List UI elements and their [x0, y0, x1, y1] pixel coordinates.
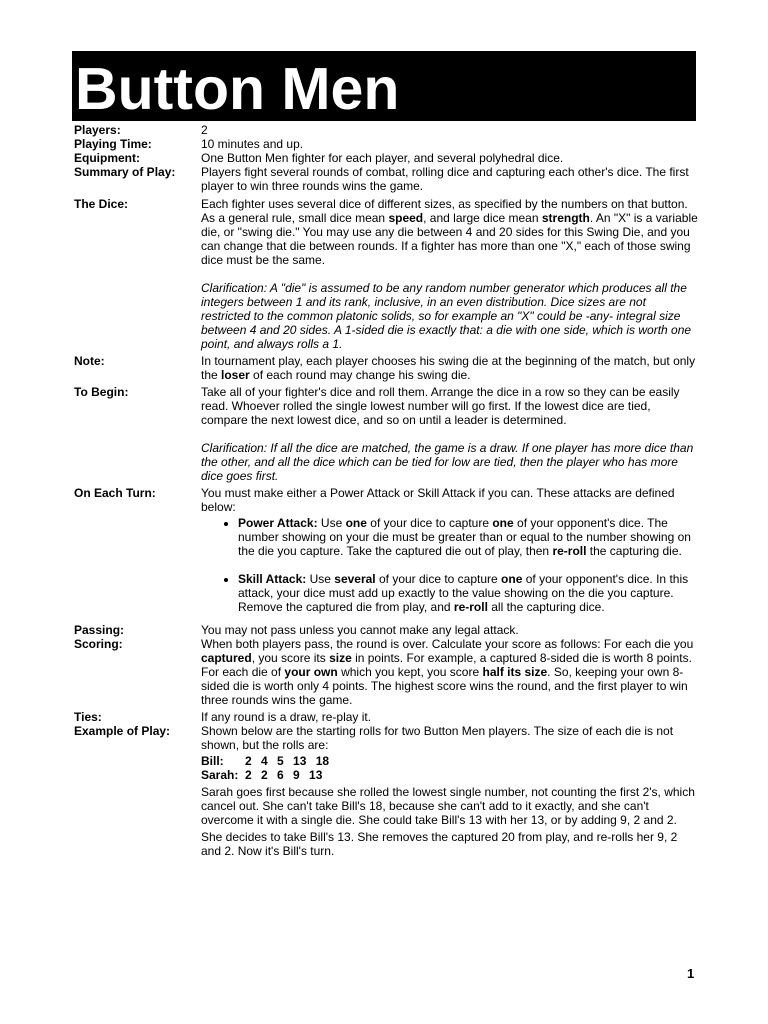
row-ties: [74, 710, 698, 724]
row-summary: [74, 165, 698, 193]
playing-time-value: 10 minutes and up.: [201, 137, 304, 151]
example-intro: Shown below are the starting rolls for two Button Men players. The size of each die is not shown, but the rolls are:: [201, 724, 674, 752]
passing-value: You may not pass unless you cannot make any legal attack.: [201, 623, 519, 637]
attack-list: [201, 516, 698, 614]
scoring-text-e: . So, keeping your own 8-sided die is worth only 4 points. The highest score wins the round, and the first player to win three rounds wins the game.: [201, 665, 688, 707]
bill-name: Bill:: [201, 754, 224, 768]
skill-text-d: all the capturing dice.: [487, 600, 605, 614]
dice-strength: strength: [541, 211, 590, 225]
dice-clarification-text: Clarification: A "die" is assumed to be any random number generator which produces all the integers between 1 and its rank, inclusive, in an even distribution. Dice sizes are not restricted to the common platonic solids, so for example an "X" could be -any- integral size between 4 and 20 sides. A 1-sided die is exactly that: a die with one side, which is worth one point, and always rolls a 1.: [201, 281, 692, 351]
row-example: [74, 724, 698, 858]
dice-text-c: . An "X" is a variable die, or "swing die." You may use any die between 4 and 20 sides for this Swing Die, and you can change that die between rounds. If a fighter has more than one "X," each of those swing dice must be the same.: [201, 211, 698, 267]
scoring-value: [201, 637, 698, 707]
scoring-captured: captured: [201, 651, 252, 665]
sarah-rolls-row: [201, 768, 698, 782]
power-text-c: of your opponent's dice. The number showing on your die must be greater than or equal to the number showing on the die you capture. Take the captured die out of play, then: [238, 516, 691, 558]
skill-attack-title: Skill Attack:: [238, 572, 307, 586]
scoring-label: Scoring:: [74, 637, 123, 651]
note-loser: loser: [221, 368, 250, 382]
power-text-d: the capturing die.: [586, 544, 682, 558]
power-text-b: of your dice to capture: [366, 516, 493, 530]
title-bar: [72, 51, 696, 121]
bill-rolls-row: [201, 754, 698, 768]
row-scoring: [74, 637, 698, 707]
to-begin-value: [201, 385, 698, 483]
skill-text-b: of your dice to capture: [375, 572, 502, 586]
power-text-a: Use: [317, 516, 346, 530]
to-begin-clarification-text: Clarification: If all the dice are matched, the game is a draw. If one player has more dice than the other, and all the dice which can be tied for low are tied, then the player who has more dice goes first.: [201, 441, 694, 483]
row-equipment: [74, 151, 698, 165]
to-begin-clarification: [201, 441, 698, 483]
scoring-text-a: When both players pass, the round is over. Calculate your score as follows: For each die you: [201, 637, 694, 651]
passing-label: Passing:: [74, 623, 125, 637]
summary-label: Summary of Play:: [74, 165, 176, 179]
note-text-b: of each round may change his swing die.: [249, 368, 471, 382]
skill-one: one: [501, 572, 523, 586]
scoring-text-d: which you kept, you score: [337, 665, 483, 679]
skill-reroll: re-roll: [453, 600, 488, 614]
playing-time-label: Playing Time:: [74, 137, 152, 151]
scoring-size: size: [329, 651, 352, 665]
scoring-text-b: , you score its: [251, 651, 330, 665]
ties-label: Ties:: [74, 710, 102, 724]
power-one-b: one: [492, 516, 514, 530]
equipment-label: Equipment:: [74, 151, 140, 165]
sarah-name: Sarah:: [201, 768, 239, 782]
row-passing: [74, 623, 698, 637]
power-attack-title: Power Attack:: [238, 516, 318, 530]
scoring-text-c: in points. For example, a captured 8-sided die is worth 8 points. For each die of: [201, 651, 692, 679]
note-label: Note:: [74, 354, 105, 368]
each-turn-intro: You must make either a Power Attack or Skill Attack if you can. These attacks are defined below:: [201, 486, 675, 514]
dice-paragraph: [201, 197, 698, 267]
players-label: Players:: [74, 123, 121, 137]
dice-text-a: Each fighter uses several dice of different sizes, as specified by the numbers on that button. As a general rule, small dice mean: [201, 197, 688, 225]
to-begin-label: To Begin:: [74, 385, 129, 399]
example-label: Example of Play:: [74, 724, 171, 738]
summary-value: Players fight several rounds of combat, rolling dice and capturing each other's dice. The first player to win three rounds wins the game.: [201, 165, 689, 193]
page-number: 1: [687, 966, 695, 981]
page-title: Button Men: [75, 56, 400, 122]
dice-value: [201, 197, 698, 351]
skill-text-a: Use: [306, 572, 335, 586]
power-reroll: re-roll: [552, 544, 587, 558]
scoring-your-own: your own: [284, 665, 338, 679]
row-playing-time: [74, 137, 698, 151]
equipment-value: One Button Men fighter for each player, and several polyhedral dice.: [201, 151, 564, 165]
row-dice: [74, 197, 698, 351]
each-turn-label: On Each Turn:: [74, 486, 156, 500]
row-players: [74, 123, 698, 137]
power-one-a: one: [345, 516, 367, 530]
dice-speed: speed: [388, 211, 424, 225]
ties-value: If any round is a draw, re-play it.: [201, 710, 372, 724]
dice-clarification: [201, 281, 698, 351]
row-note: [74, 354, 698, 382]
rules-content: [74, 123, 698, 858]
example-value: [201, 724, 698, 858]
example-paragraph-1: Sarah goes first because she rolled the lowest single number, not counting the first 2's, which cancel out. She can't take Bill's 18, because she can't add to it exactly, and she can't overcome it with a single die. She could take Bill's 13 with her 13, or by adding 9, 2 and 2.: [201, 785, 695, 827]
bill-rolls: 2 4 5 13 18: [245, 754, 330, 768]
power-attack-item: [238, 516, 698, 558]
note-text-a: In tournament play, each player chooses his swing die at the beginning of the match, but only the: [201, 354, 696, 382]
each-turn-value: [201, 486, 698, 614]
example-paragraph-2: She decides to take Bill's 13. She removes the captured 20 from play, and re-rolls her 9, 2 and 2. Now it's Bill's turn.: [201, 830, 678, 858]
row-to-begin: [74, 385, 698, 483]
note-value: [201, 354, 698, 382]
row-each-turn: [74, 486, 698, 614]
to-begin-text: Take all of your fighter's dice and roll them. Arrange the dice in a row so they can be easily read. Whoever rolled the single lowest number will go first. If the lowest dice are tied, compare the next lowest dice, and so on until a leader is determined.: [201, 385, 680, 427]
players-value: 2: [201, 123, 208, 137]
sarah-rolls: 2 2 6 9 13: [245, 768, 323, 782]
dice-text-b: , and large dice mean: [423, 211, 542, 225]
skill-attack-item: [238, 572, 698, 614]
skill-several: several: [334, 572, 376, 586]
dice-label: The Dice:: [74, 197, 129, 211]
skill-text-c: of your opponent's dice. In this attack, your dice must add up exactly to the value showing on the die you capture. Remove the captured die from play, and: [238, 572, 689, 614]
scoring-half: half its size: [482, 665, 548, 679]
